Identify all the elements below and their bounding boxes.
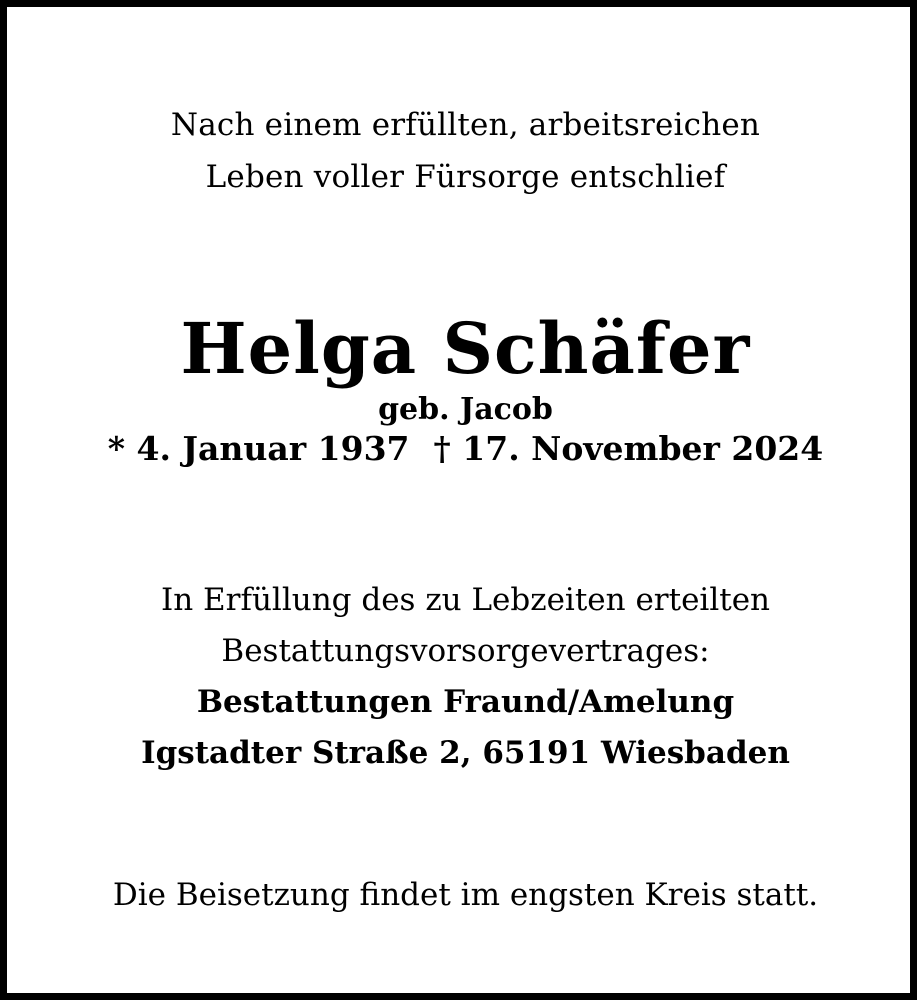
deceased-name: Helga Schäfer (180, 307, 751, 390)
birth-date: * 4. Januar 1937 (107, 429, 410, 468)
death-date: † 17. November 2024 (433, 429, 824, 468)
intro-line-1: Nach einem erfüllten, arbeitsreichen (170, 107, 761, 143)
undertaker-address: Igstadter Straße 2, 65191 Wiesbaden (141, 735, 790, 771)
life-dates (7, 429, 917, 468)
provision-line-2: Bestattungsvorsorgevertrages: (221, 633, 710, 669)
maiden-name: geb. Jacob (378, 392, 553, 427)
closing-line: Die Beisetzung findet im engsten Kreis statt. (112, 877, 819, 913)
undertaker-name: Bestattungen Fraund/Amelung (196, 684, 735, 720)
intro-line-2: Leben voller Fürsorge entschlief (205, 159, 726, 195)
provision-line-1: In Erfüllung des zu Lebzeiten erteilten (160, 582, 771, 618)
